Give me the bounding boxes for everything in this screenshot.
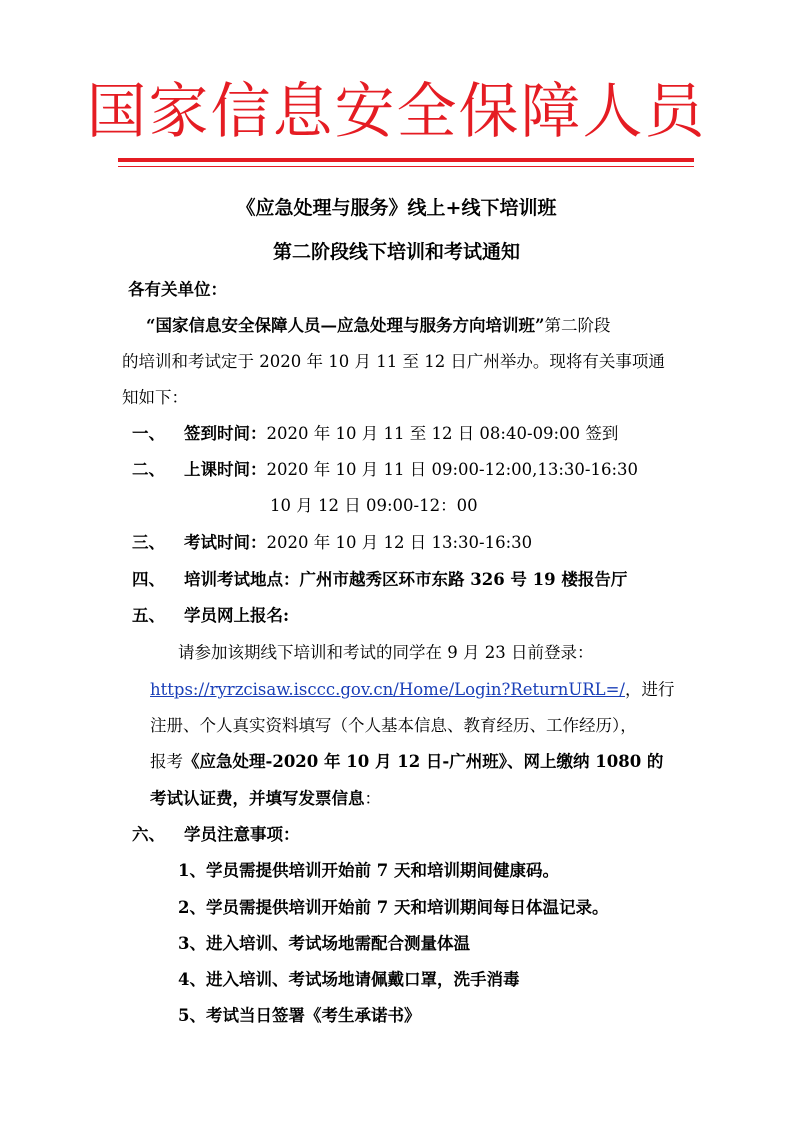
registration-colon: ： xyxy=(364,789,381,808)
salutation: 各有关单位： xyxy=(128,280,227,299)
item-sign-in xyxy=(132,422,618,446)
item-online-registration xyxy=(132,604,289,628)
item-number: 四、 xyxy=(132,570,165,589)
header-rule-thick xyxy=(118,158,694,162)
item-exam-time xyxy=(132,531,532,555)
item-location xyxy=(132,568,627,592)
note-item: 1、学员需提供培训开始前 7 天和培训期间健康码。 xyxy=(178,861,559,880)
registration-fee-note: 考试认证费，并填写发票信息 xyxy=(150,789,365,808)
registration-line-2 xyxy=(150,678,675,702)
item-number: 二、 xyxy=(132,460,165,479)
item-label: 培训考试地点：广州市越秀区环市东路 326 号 19 楼报告厅 xyxy=(184,570,628,589)
note-item: 3、进入培训、考试场地需配合测量体温 xyxy=(178,934,470,953)
item-label: 学员网上报名: xyxy=(184,606,290,625)
item-number: 六、 xyxy=(132,825,165,844)
registration-line-3: 注册、个人真实资料填写（个人基本信息、教育经历、工作经历）， xyxy=(150,716,637,735)
item-number: 三、 xyxy=(132,533,165,552)
intro-line-3: 知如下： xyxy=(122,388,188,407)
item-text: 2020 年 10 月 12 日 13:30-16:30 xyxy=(266,533,533,552)
item-text: 2020 年 10 月 11 至 12 日 08:40-09:00 签到 xyxy=(266,424,619,443)
intro-line-1 xyxy=(146,314,610,338)
registration-link[interactable]: https://ryrzcisaw.isccc.gov.cn/Home/Login?ReturnURL=/ xyxy=(150,680,625,699)
registration-line-4 xyxy=(150,750,663,774)
intro-line-2: 的培训和考试定于 2020 年 10 月 11 至 12 日广州举办。现将有关事项通 xyxy=(122,352,665,371)
registration-line-1: 请参加该期线下培训和考试的同学在 9 月 23 日前登录： xyxy=(178,643,594,662)
item-class-time xyxy=(132,458,638,482)
item-label: 上课时间： xyxy=(184,460,267,479)
item-number: 一、 xyxy=(132,424,165,443)
item-label: 学员注意事项： xyxy=(184,825,300,844)
item-class-time-cont: 10 月 12 日 09:00-12：00 xyxy=(270,496,478,515)
item-label: 签到时间： xyxy=(184,424,267,443)
header-rule-thin xyxy=(118,166,694,167)
notice-title-line2: 第二阶段线下培训和考试通知 xyxy=(272,241,520,263)
item-text: 2020 年 10 月 11 日 09:00-12:00,13:30-16:30 xyxy=(266,460,639,479)
registration-after-url: ，进行 xyxy=(625,680,675,699)
org-banner-title: 国家信息安全保障人员 xyxy=(86,77,707,147)
registration-line-5 xyxy=(150,787,381,811)
note-item: 2、学员需提供培训开始前 7 天和培训期间每日体温记录。 xyxy=(178,898,609,917)
item-label: 考试时间： xyxy=(184,533,267,552)
intro-bold-quote: “国家信息安全保障人员—应急处理与服务方向培训班” xyxy=(146,316,545,335)
notice-title-line1: 《应急处理与服务》线上+线下培训班 xyxy=(236,197,557,219)
intro-line1-rest: 第二阶段 xyxy=(544,316,611,335)
item-number: 五、 xyxy=(132,606,165,625)
registration-prefix: 报考 xyxy=(150,752,183,771)
note-item: 5、考试当日签署《考生承诺书》 xyxy=(178,1006,421,1025)
registration-course-name: 《应急处理-2020 年 10 月 12 日-广州班》、网上缴纳 1080 的 xyxy=(183,752,664,771)
item-notes xyxy=(132,823,300,847)
note-item: 4、进入培训、考试场地请佩戴口罩，洗手消毒 xyxy=(178,970,520,989)
